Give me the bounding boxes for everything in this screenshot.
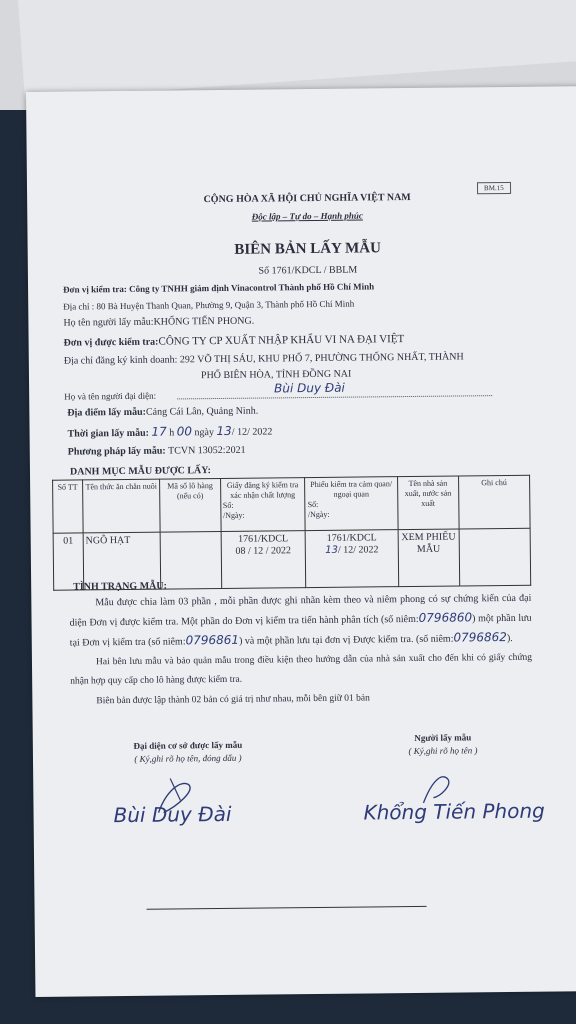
col-header-check-no: Số: [307,499,319,510]
col-header-registration [220,478,305,532]
cell-check-date-handwritten: 13 [325,544,338,556]
col-header-registration-no: Số: [222,500,234,510]
sampling-place [67,406,258,419]
condition-text-d: ). [506,632,513,644]
col-header-registration-title: Giấy đăng ký kiểm tra xác nhận chất lượng [226,480,299,500]
cell-name: NGÔ HẠT [83,532,161,590]
sampling-date-handwritten: 13 [216,423,232,439]
sample-table [52,475,531,591]
sampling-time-label: Thời gian lấy mẫu: [67,427,150,440]
record-number: Số 1761/KDCL / BBLM [258,264,358,277]
representative-dotted-line [177,395,492,399]
cell-note [459,528,531,586]
sampling-date-rest: / 12/ 2022 [231,426,273,438]
cell-check-no: 1761/KDCL [326,532,377,544]
form-code: BM.15 [477,182,511,194]
seal-number-3: 0796862 [453,629,507,645]
country-header: CỘNG HÒA XÃ HỘI CHỦ NGHĨA VIỆT NAM [203,191,411,206]
reg-address-line1 [64,351,464,366]
right-signature-note: ( Ký,ghi rõ họ tên ) [408,745,478,757]
col-header-producer: Tên nhà sản xuất, nước sản xuất [397,476,459,530]
page-title: BIÊN BẢN LẤY MẪU [234,240,382,258]
sampling-time-h: h [169,427,175,439]
reg-address-label: Địa chỉ đăng ký kinh doanh: [63,354,178,367]
sampler-value: KHỔNG TIẾN PHONG. [153,315,255,328]
condition-text-b: ) một phần lưu tại Đơn vị kiểm tra (số niêm: [69,612,532,649]
seal-number-1: 0796860 [418,610,473,625]
inspector-org-label: Đơn vị kiểm tra: [63,283,127,295]
cell-check-date-rest: / 12/ 2022 [337,544,379,556]
col-header-lot: Mã số lô hàng (nếu có) [160,478,221,532]
sampler [63,316,254,329]
inspected-org-label: Đơn vị được kiểm tra: [63,336,159,349]
col-header-check-title: Phiếu kiểm tra cảm quan/ ngoại quan [310,479,393,499]
left-signature-title: Đại diện cơ sở được lấy mẫu [133,739,243,751]
cell-registration-date: 08 / 12 / 2022 [235,545,292,557]
condition-heading: TÌNH TRẠNG MẪU: [73,580,167,593]
bottom-rule [147,906,427,910]
sampling-place-value: Cảng Cái Lân, Quảng Ninh. [145,405,259,418]
table-header-row [53,475,531,533]
left-signature-name: Bùi Duy Đài [113,801,232,828]
sampling-method [68,445,246,458]
motto: Độc lập – Tự do – Hạnh phúc [251,210,363,222]
sampling-time [67,423,272,439]
condition-paragraph-3: Biên bản được lập thành 02 bản có giá trị như nhau, mỗi bên giữ 01 bản [96,693,370,707]
sampling-method-label: Phương pháp lấy mẫu: [67,445,166,458]
condition-paragraph-2: Hai bên lưu mẫu và bảo quản mẫu trong điều kiện theo hướng dẫn của nhà sản xuất cho đến khi có giấy chứng nhận hợp quy cấp cho lô hàng được kiểm tra. [70,652,533,687]
sampling-time-hour: 17 [151,424,167,439]
document-page [26,86,576,997]
cell-check [305,530,398,588]
condition-text-a: Mẫu được chia làm 03 phần , mỗi phần được ghi nhãn kèm theo và niêm phong có sự chứng kiến của đại diện Đơn vị được kiểm tra. Một phần do Đơn vị kiểm tra tiến hành phân tích (số niêm: [69,592,532,629]
col-header-check-date: /Ngày: [307,509,330,520]
sampling-time-minute: 00 [176,424,193,439]
right-signature-title: Người lấy mẫu [414,732,472,743]
right-signature-name: Khổng Tiến Phong [363,798,545,825]
col-header-name: Tên thức ăn chăn nuôi [83,479,161,533]
condition-text-c: ) và một phần lưu tại đơn vị Được kiểm tra. (số niêm: [238,633,454,647]
inspector-address: Địa chỉ : 80 Bà Huyện Thanh Quan, Phường 9, Quận 3, Thành phố Hồ Chí Minh [63,298,355,312]
cell-stt: 01 [53,533,84,590]
representative-label: Họ và tên người đại diện: [64,390,157,402]
reg-address-value-1: 292 VÕ THỊ SÁU, KHU PHỐ 7, PHƯỜNG THỐNG NHẤT, THÀNH [179,351,464,366]
inspected-org-value: CÔNG TY CP XUẤT NHẬP KHẨU VI NA ĐẠI VIỆT [158,333,405,348]
reg-address-value-2: PHỐ BIÊN HÒA, TỈNH ĐỒNG NAI [200,368,352,382]
condition-paragraph-1 [69,589,532,653]
cell-lot [160,531,221,589]
seal-number-2: 0796861 [185,632,240,648]
sampling-place-label: Địa điểm lấy mẫu: [67,406,147,419]
col-header-registration-date: /Ngày: [222,510,245,520]
inspector-org-value: Công ty TNHH giám định Vinacontrol Thành phố Hồ Chí Minh [128,281,375,294]
sampling-time-day-label: ngày [194,427,215,439]
cell-registration [221,531,306,589]
left-signature-note: ( Ký,ghi rõ họ tên, đóng dấu ) [134,752,242,764]
col-header-note: Ghi chú [458,475,530,529]
inspector-org [63,281,374,294]
cell-producer: XEM PHIẾU MẪU [398,529,460,587]
cell-registration-no: 1761/KDCL [238,533,289,545]
inspected-org [64,333,405,349]
sampling-method-value: TCVN 13052:2021 [168,444,246,457]
sample-list-heading: DANH MỤC MẪU ĐƯỢC LẤY: [69,465,211,478]
sampler-label: Họ tên người lấy mẫu: [63,316,154,329]
col-header-stt: Số TT [53,480,83,533]
representative-handwritten: Bùi Duy Đài [274,380,345,396]
col-header-check [305,477,398,531]
